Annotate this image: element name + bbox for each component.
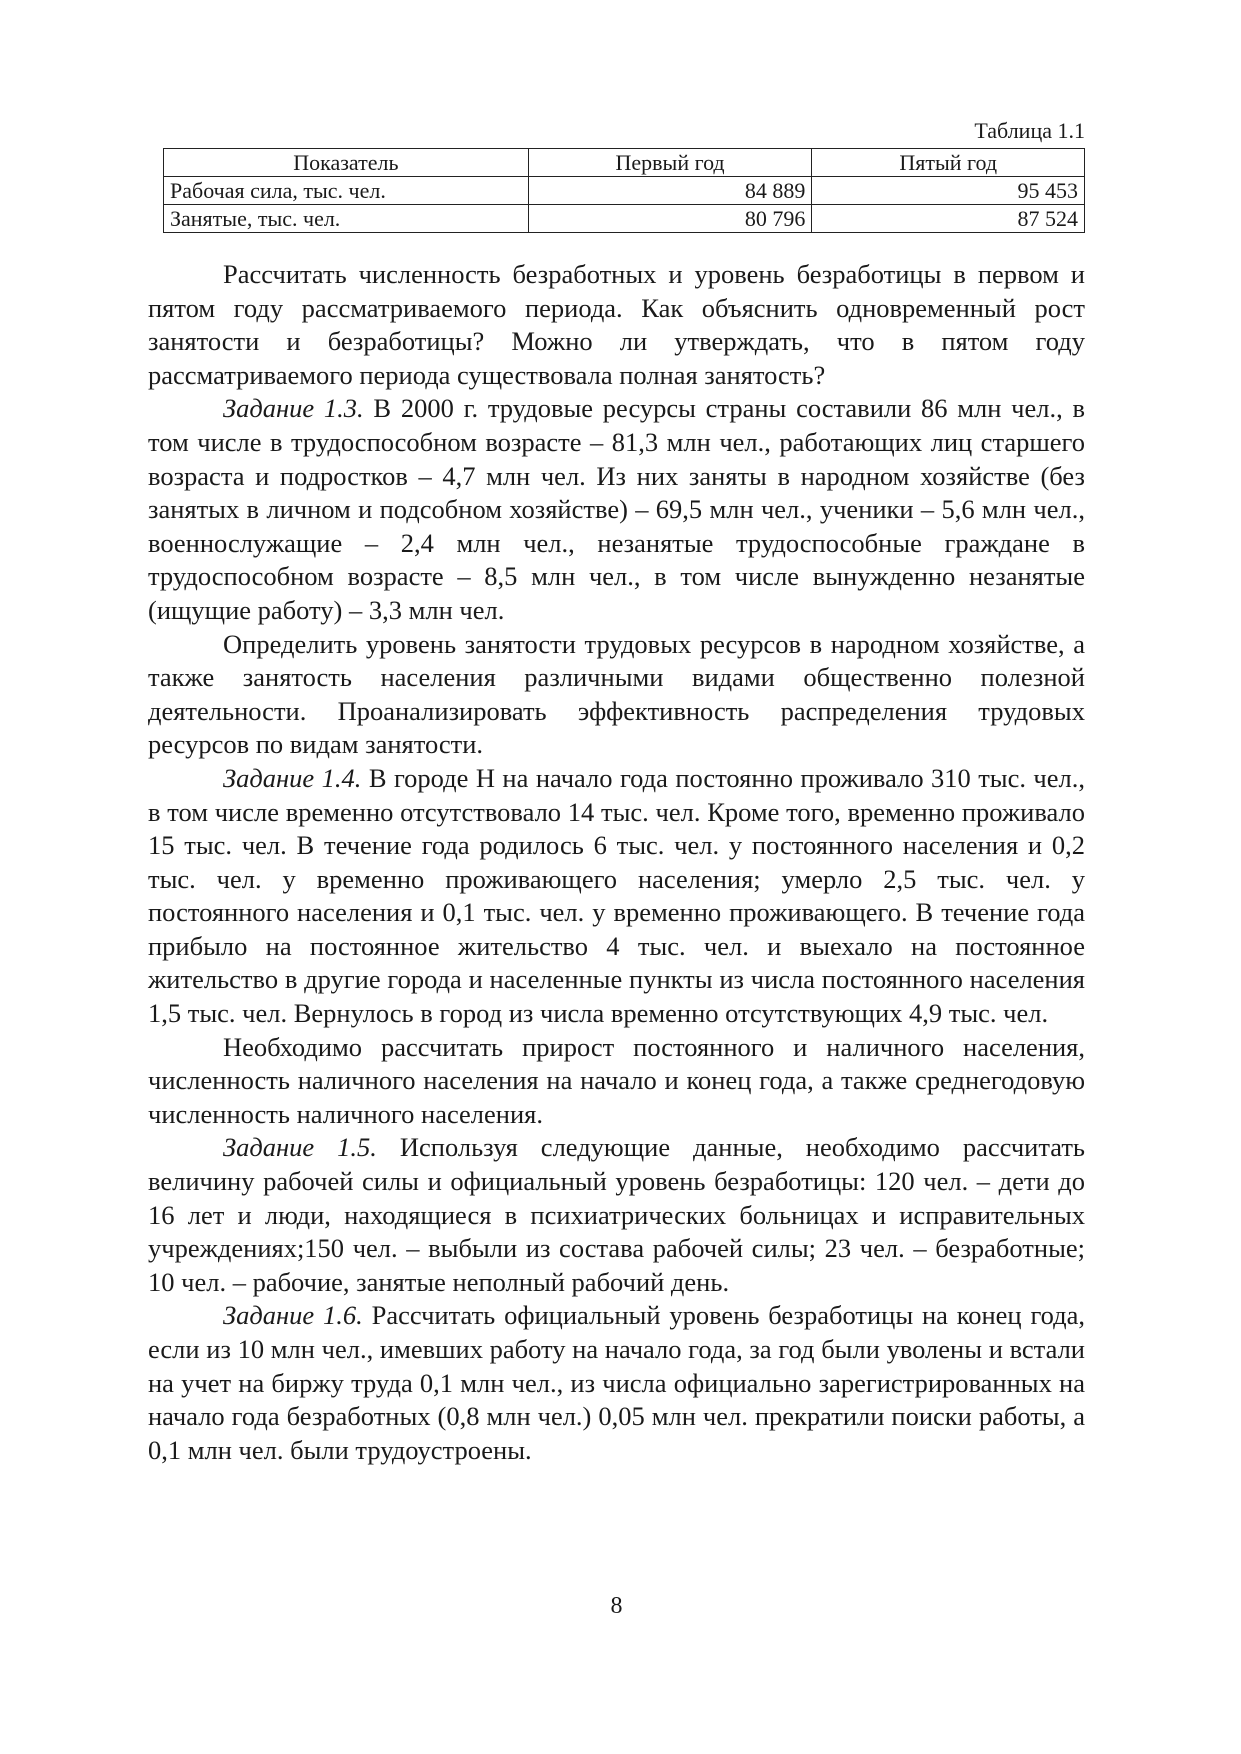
table-caption: Таблица 1.1 — [974, 118, 1085, 143]
data-table — [163, 148, 1085, 233]
cell-first-year: 80 796 — [528, 205, 812, 233]
paragraph — [148, 1131, 1085, 1299]
paragraph — [148, 762, 1085, 1031]
body-text — [148, 258, 1085, 1467]
paragraph — [148, 628, 1085, 762]
page-number: 8 — [610, 1593, 623, 1619]
paragraph-text: В городе Н на начало года постоянно проживало 310 тыс. чел., в том числе временно отсутствовало 14 тыс. чел. Кроме того, временно проживало 15 тыс. чел. В течение года родилось 6 тыс. чел. у постоянного населения и 0,2 тыс. чел. у временно проживающего населения; умерло 2,5 тыс. чел. у постоянного населения и 0,1 тыс. чел. у временно проживающего. В течение года прибыло на постоянное жительство 4 тыс. чел. и выехало на постоянное жительство в другие города и населенные пункты из числа постоянного населения 1,5 тыс. чел. Вернулось в город из числа временно отсутствующих 4,9 тыс. чел. — [148, 762, 1085, 1029]
row-label: Занятые, тыс. чел. — [164, 205, 529, 233]
task-heading: Задание 1.3. — [223, 393, 364, 424]
paragraph — [148, 258, 1085, 392]
paragraph — [148, 392, 1085, 627]
paragraph-text: Используя следующие данные, необходимо рассчитать величину рабочей силы и официальный уровень безработицы: 120 чел. – дети до 16 лет и люди, находящиеся в психиатрических больницах и исправительных учреждениях;150 чел. – выбыли из состава рабочей силы; 23 чел. – безработные; 10 чел. – рабочие, занятые неполный рабочий день. — [148, 1132, 1085, 1297]
cell-first-year: 84 889 — [528, 177, 812, 205]
cell-fifth-year: 95 453 — [812, 177, 1085, 205]
task-heading: Задание 1.5. — [223, 1132, 377, 1163]
column-header-indicator: Показатель — [164, 149, 529, 177]
paragraph-text: В 2000 г. трудовые ресурсы страны составили 86 млн чел., в том числе в трудоспособном возрасте – 81,3 млн чел., работающих лиц старшего возраста и подростков – 4,7 млн чел. Из них заняты в народном хозяйстве (без занятых в личном и подсобном хозяйстве) – 69,5 млн чел., ученики – 5,6 млн чел., военнослужащие – 2,4 млн чел., незанятые трудоспособные граждане в трудоспособном возрасте – 8,5 млн чел., в том числе вынужденно незанятые (ищущие работу) – 3,3 млн чел. — [148, 393, 1085, 625]
task-heading: Задание 1.6. — [223, 1300, 363, 1331]
task-heading: Задание 1.4. — [223, 762, 362, 793]
paragraph-text: Необходимо рассчитать прирост постоянного и наличного населения, численность наличного населения на начало и конец года, а также среднегодовую численность наличного населения. — [148, 1031, 1085, 1129]
paragraph-text: Рассчитать официальный уровень безработицы на конец года, если из 10 млн чел., имевших работу на начало года, за год были уволены и встали на учет на биржу труда 0,1 млн чел., из числа официально зарегистрированных на начало года безработных (0,8 млн чел.) 0,05 млн чел. прекратили поиски работы, а 0,1 млн чел. были трудоустроены. — [148, 1300, 1086, 1465]
paragraph-text: Рассчитать численность безработных и уровень безработицы в первом и пятом году рассматриваемого периода. Как объяснить одновременный рост занятости и безработицы? Можно ли утверждать, что в пятом году рассматриваемого периода существовала полная занятость? — [148, 259, 1085, 390]
row-label: Рабочая сила, тыс. чел. — [164, 177, 529, 205]
table-header-row — [164, 149, 1085, 177]
column-header-fifth-year: Пятый год — [812, 149, 1085, 177]
table-row — [164, 205, 1085, 233]
paragraph — [148, 1299, 1085, 1467]
paragraph-text: Определить уровень занятости трудовых ресурсов в народном хозяйстве, а также занятость населения различными видами общественно полезной деятельности. Проанализировать эффективность распределения трудовых ресурсов по видам занятости. — [148, 628, 1085, 760]
paragraph — [148, 1031, 1085, 1132]
column-header-first-year: Первый год — [528, 149, 812, 177]
cell-fifth-year: 87 524 — [812, 205, 1085, 233]
table-row — [164, 177, 1085, 205]
